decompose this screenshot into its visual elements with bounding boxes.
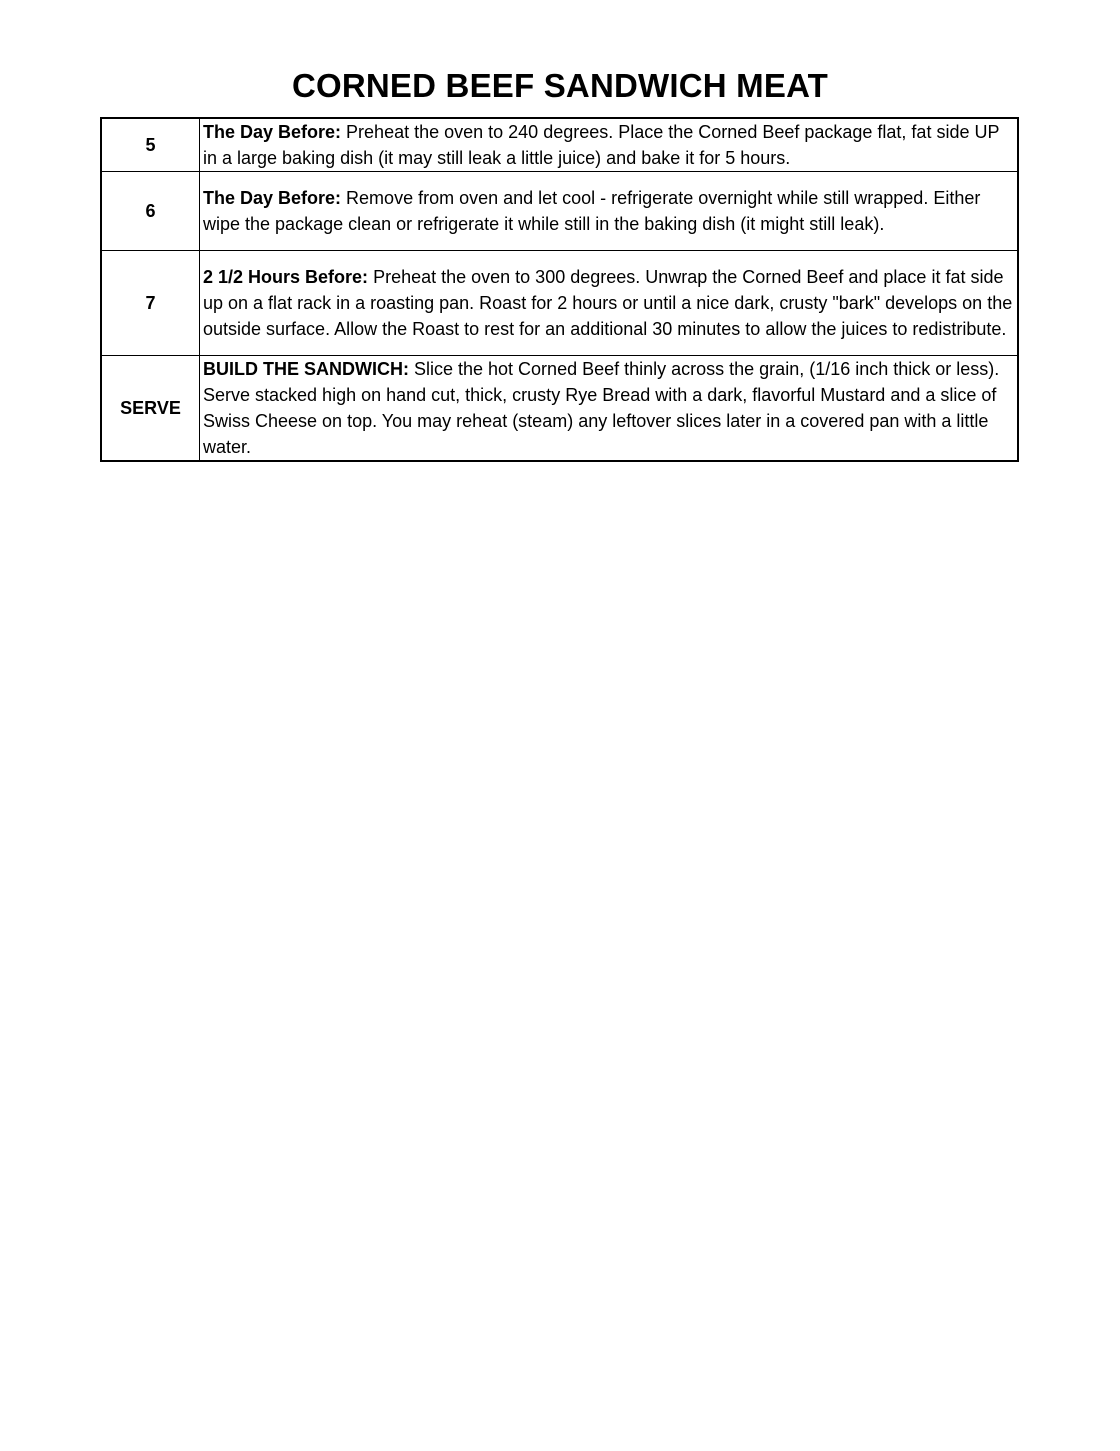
step-body: Slice the hot Corned Beef thinly across the grain, (1/16 inch thick or less). Serve stacked high on hand cut, thick, crusty Rye Bread with a dark, flavorful Mustard and a slice of Swiss Cheese on top. You may reheat (steam) any leftover slices later in a covered pan with a little water.: [203, 359, 1000, 457]
page-title: CORNED BEEF SANDWICH MEAT: [291, 67, 829, 104]
step-instructions: [200, 172, 1019, 251]
step-body: Preheat the oven to 240 degrees. Place the Corned Beef package flat, fat side UP in a large baking dish (it may still leak a little juice) and bake it for 5 hours.: [203, 122, 1000, 168]
step-lead: BUILD THE SANDWICH:: [203, 359, 409, 379]
step-number: 6: [101, 172, 200, 251]
table-row: [101, 118, 1018, 172]
step-number: 7: [101, 251, 200, 356]
recipe-steps-table: [100, 117, 1019, 462]
step-instructions: [200, 118, 1019, 172]
step-lead: The Day Before:: [203, 188, 342, 208]
table-row: [101, 172, 1018, 251]
step-lead: The Day Before:: [203, 122, 342, 142]
step-number: SERVE: [101, 356, 200, 462]
table-row: [101, 356, 1018, 462]
step-instructions: [200, 356, 1019, 462]
table-row: [101, 251, 1018, 356]
step-body: Remove from oven and let cool - refrigerate overnight while still wrapped. Either wipe the package clean or refrigerate it while still in the baking dish (it might still leak).: [203, 188, 981, 234]
step-number: 5: [101, 118, 200, 172]
step-lead: 2 1/2 Hours Before:: [203, 267, 369, 287]
step-body: Preheat the oven to 300 degrees. Unwrap the Corned Beef and place it fat side up on a flat rack in a roasting pan. Roast for 2 hours or until a nice dark, crusty "bark" develops on the outside surface. Allow the Roast to rest for an additional 30 minutes to allow the juices to redistribute.: [203, 267, 1013, 339]
step-instructions: [200, 251, 1019, 356]
